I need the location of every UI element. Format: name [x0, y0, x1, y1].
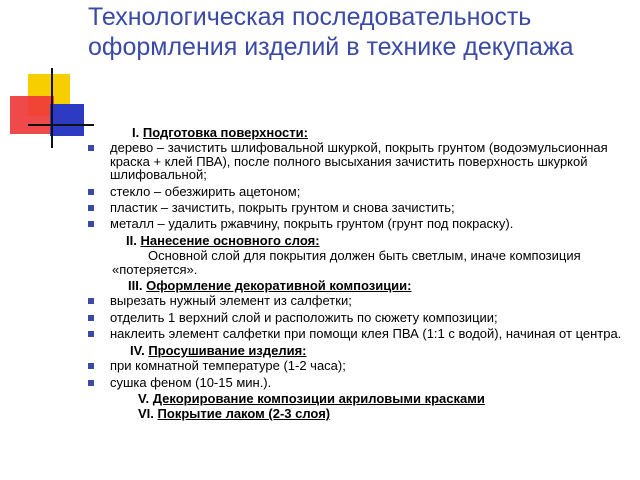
list-item: дерево – зачистить шлифовальной шкуркой, покрыть грунтом (водоэмульсионная краска + клей ПВА), после полного высыхания зачистить поверхность шкуркой шлифовальной;: [88, 141, 630, 181]
section-heading-3: [90, 279, 630, 292]
section-title: Покрытие лаком (2-3 слоя): [157, 406, 331, 422]
list-item: пластик – зачистить, покрыть грунтом и снова зачистить;: [88, 201, 630, 214]
section-numeral: II.: [126, 232, 137, 248]
section-numeral: IV.: [130, 342, 145, 358]
bullet-icon: [88, 363, 94, 369]
section-4-list: [90, 359, 630, 389]
bullet-icon: [88, 380, 94, 386]
decor-blue-square: [50, 104, 84, 136]
bullet-icon: [88, 331, 94, 337]
section-numeral: III.: [128, 278, 143, 294]
list-item: вырезать нужный элемент из салфетки;: [88, 294, 630, 307]
slide-title: Технологическая последовательность оформления изделий в технике декупажа: [88, 3, 574, 61]
bullet-icon: [88, 189, 94, 195]
bullet-icon: [88, 221, 94, 227]
list-item: металл – удалить ржавчину, покрыть грунтом (грунт под покраску).: [88, 217, 630, 230]
section-heading-4: [90, 344, 630, 357]
decor-vertical-line: [51, 68, 53, 148]
section-numeral: VI.: [138, 406, 154, 422]
bullet-icon: [88, 315, 94, 321]
decor-red-square: [10, 96, 54, 134]
section-title: Подготовка поверхности:: [142, 125, 308, 140]
section-2-paragraph: Основной слой для покрытия должен быть светлым, иначе композиция «потеряется».: [112, 248, 581, 277]
list-item: отделить 1 верхний слой и расположить по сюжету композиции;: [88, 311, 630, 324]
section-heading-1: [90, 126, 630, 139]
section-title: Нанесение основного слоя:: [140, 232, 320, 248]
bullet-icon: [88, 298, 94, 304]
slide-content: [90, 124, 630, 423]
section-title: Просушивание изделия:: [148, 342, 307, 358]
section-title: Оформление декоративной композиции:: [146, 278, 412, 294]
section-numeral: V.: [138, 390, 150, 406]
section-heading-2: [90, 234, 630, 247]
section-1-list: [90, 141, 630, 230]
section-heading-5: [90, 392, 630, 405]
bullet-icon: [88, 145, 94, 151]
section-3-list: [90, 294, 630, 340]
list-item: при комнатной температуре (1-2 часа);: [88, 359, 630, 372]
decor-horizontal-line: [28, 124, 94, 126]
section-numeral: I.: [132, 125, 140, 140]
bullet-icon: [88, 205, 94, 211]
section-heading-6: [90, 407, 630, 420]
list-item: стекло – обезжирить ацетоном;: [88, 185, 630, 198]
list-item: наклеить элемент салфетки при помощи клея ПВА (1:1 с водой), начиная от центра.: [88, 327, 630, 340]
list-item: сушка феном (10-15 мин.).: [88, 376, 630, 389]
section-title: Декорирование композиции акриловыми красками: [152, 390, 485, 406]
